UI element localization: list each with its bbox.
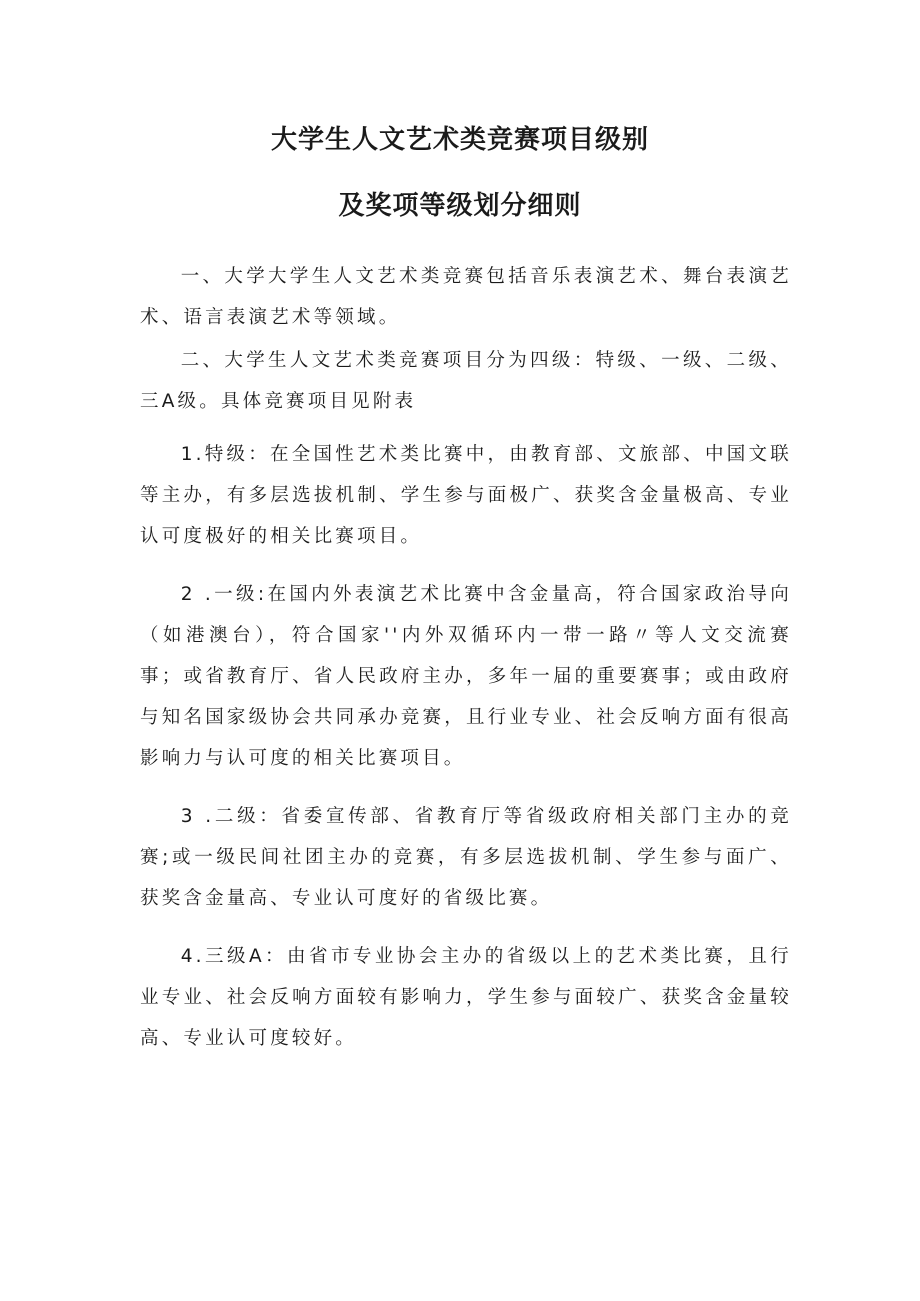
document-title-line-1: 大学生人文艺术类竞赛项目级别 (270, 125, 649, 155)
paragraph-level-two: 3 .二级：省委宣传部、省教育厅等省级政府相关部门主办的竞赛;或一级民间社团主办的竞赛，有多层选拔机制、学生参与面广、获奖含金量高、专业认可度好的省级比赛。 (140, 806, 792, 909)
document-title-line-2: 及奖项等级划分细则 (338, 191, 582, 221)
paragraph-special-level: 1.特级：在全国性艺术类比赛中，由教育部、文旅部、中国文联等主办，有多层选拔机制、学生参与面极广、获奖含金量极高、专业认可度极好的相关比赛项目。 (140, 444, 792, 547)
paragraph-level-three-a: 4.三级A：由省市专业协会主办的省级以上的艺术类比赛，且行业专业、社会反响方面较有影响力，学生参与面较广、获奖含金量较高、专业认可度较好。 (140, 946, 792, 1049)
paragraph-levels: 二、大学生人文艺术类竞赛项目分为四级：特级、一级、二级、三A级。具体竞赛项目见附表 (140, 350, 792, 412)
paragraph-level-one: 2 .一级:在国内外表演艺术比赛中含金量高，符合国家政治导向（如港澳台），符合国家''内外双循环内一带一路〃等人文交流赛事；或省教育厅、省人民政府主办，多年一届的重要赛事；或由政府与知名国家级协会共同承办竞赛，且行业专业、社会反响方面有很高影响力与认可度的相关比赛项目。 (140, 584, 792, 769)
paragraph-scope: 一、大学大学生人文艺术类竞赛包括音乐表演艺术、舞台表演艺术、语言表演艺术等领域。 (140, 266, 792, 328)
